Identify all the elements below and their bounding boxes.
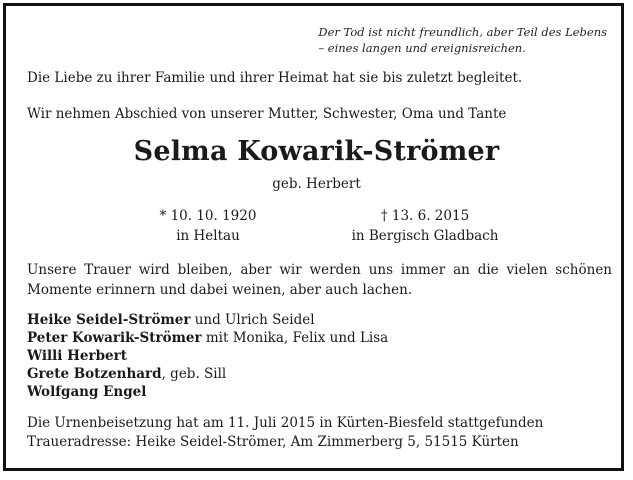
mourner-row	[27, 365, 388, 383]
motto-quote	[318, 24, 607, 56]
death-block	[340, 206, 510, 246]
grief-text: Unsere Trauer wird bleiben, aber wir werden uns immer an die vielen schönen Momente erinnern und dabei weinen, aber auch lachen.	[27, 262, 612, 298]
mourning-address: Traueradresse: Heike Seidel-Strömer, Am Zimmerberg 5, 51515 Kürten	[27, 434, 519, 450]
mourner-row	[27, 311, 388, 329]
deceased-name: Selma Kowarik-Strömer	[133, 136, 500, 167]
mourner-row	[27, 329, 388, 347]
farewell-line: Wir nehmen Abschied von unserer Mutter, Schwester, Oma und Tante	[27, 106, 507, 122]
birth-place: in Heltau	[176, 228, 240, 244]
birth-block	[138, 206, 278, 246]
mourner-suffix: mit Monika, Felix und Lisa	[201, 330, 389, 346]
birth-date: * 10. 10. 1920	[159, 208, 257, 224]
intro-line: Die Liebe zu ihrer Familie und ihrer Heimat hat sie bis zuletzt begleitet.	[27, 70, 523, 86]
mourners-list	[27, 311, 388, 401]
mourner-name: Heike Seidel-Strömer	[27, 312, 191, 328]
burial-info: Die Urnenbeisetzung hat am 11. Juli 2015 in Kürten-Biesfeld stattgefunden	[27, 415, 544, 431]
maiden-name: geb. Herbert	[272, 176, 361, 192]
mourner-name: Wolfgang Engel	[27, 384, 147, 400]
mourner-name: Grete Botzenhard	[27, 366, 162, 382]
mourner-row	[27, 347, 388, 365]
mourner-row	[27, 383, 388, 401]
mourner-name: Willi Herbert	[27, 348, 127, 364]
motto-line-2: – eines langen und ereignisreichen.	[318, 41, 526, 55]
motto-line-1: Der Tod ist nicht freundlich, aber Teil des Lebens	[318, 25, 607, 39]
mourner-suffix: und Ulrich Seidel	[190, 312, 315, 328]
mourner-suffix: , geb. Sill	[161, 366, 227, 382]
footer-info	[27, 414, 543, 452]
mourner-name: Peter Kowarik-Strömer	[27, 330, 202, 346]
death-place: in Bergisch Gladbach	[351, 228, 499, 244]
death-date: † 13. 6. 2015	[380, 208, 470, 224]
